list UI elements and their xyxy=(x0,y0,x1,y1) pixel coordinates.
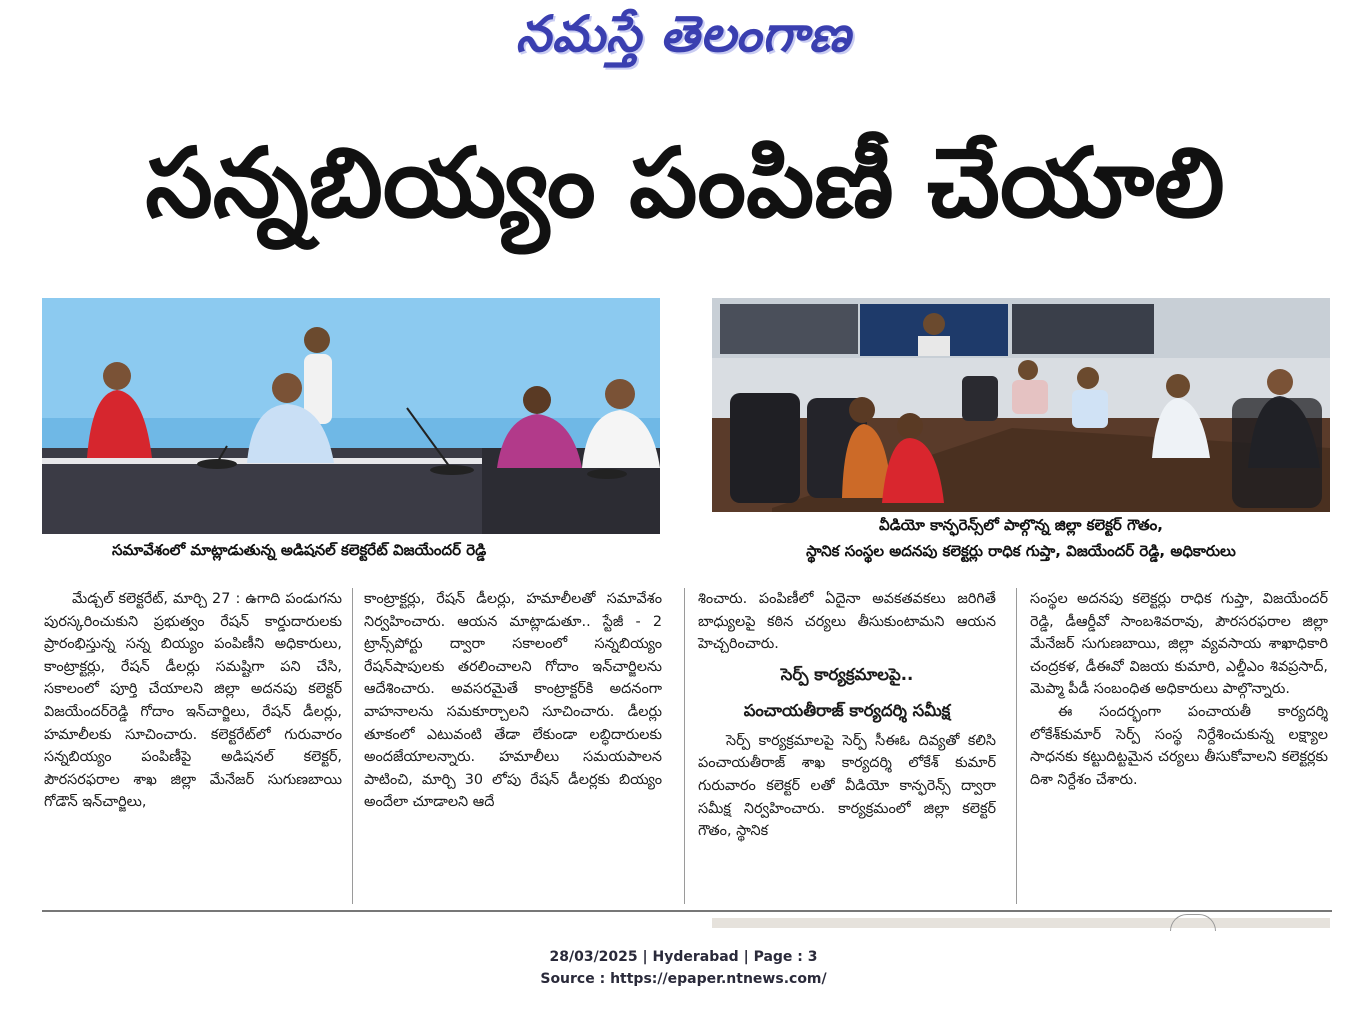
article-headline: సన్నబియ్యం పంపిణీ చేయాలి xyxy=(145,127,1225,239)
footer-source-link[interactable]: Source : https://epaper.ntnews.com/ xyxy=(540,971,827,987)
masthead-title: నమస్తే తెలంగాణ xyxy=(515,4,852,63)
page-footer xyxy=(0,946,1367,990)
next-article-strip xyxy=(712,918,1330,928)
article-column-3 xyxy=(698,588,996,843)
article-paragraph: సెర్ప్ కార్యక్రమాలపై సెర్ప్ సీఈఓ దివ్యతో కలిసి పంచాయతీరాజ్ శాఖ కార్యదర్శి లోకేశ్ కుమార్ గురువారం కలెక్టర్ లతో వీడియో కాన్ఫరెన్స్ ద్వారా సమీక్ష నిర్వహించారు. కార్యక్రమంలో జిల్లా కలెక్టర్ గౌతం, స్థానిక xyxy=(698,732,996,840)
article-paragraph: కాంట్రాక్టర్లు, రేషన్ డీలర్లు, హమాలీలతో సమావేశం నిర్వహించారు. ఆయన మాట్లాడుతూ.. స్టేజీ - 2 ట్రాన్స్‌పోర్టు ద్వారా సకాలంలో సన్నబియ్యం రేషన్‌షాపులకు తరలించాలని గోదాం ఇన్‌చార్జిలను ఆదేశించారు. అవసరమైతే కాంట్రాక్టర్‌కి అదనంగా వాహనాలను సమకూర్చాలని సూచించారు. డీలర్లు తూకంలో ఎటువంటి తేడా లేకుండా లబ్ధిదారులకు అందజేయాలన్నారు. హమాలీలు సమయపాలన పాటించి, మార్చి 30 లోపు రేషన్ డీలర్లకు బియ్యం అందేలా చూడాలని ఆదే xyxy=(364,591,662,811)
caption-line-1: వీడియో కాన్ఫరెన్స్‌లో పాల్గొన్న జిల్లా కలెక్టర్ గౌతం, xyxy=(879,516,1163,534)
article-paragraph: శించారు. పంపిణీలో ఏదైనా అవకతవకలు జరిగితే బాధ్యులపై కఠిన చర్యలు తీసుకుంటామని ఆయన హెచ్చరించారు. xyxy=(698,591,996,653)
article-paragraph: మేడ్చల్ కలెక్టరేట్, మార్చి 27 : ఉగాది పండుగను పురస్కరించుకుని ప్రభుత్వం రేషన్ కార్డుదారులకు ప్రారంభిస్తున్న సన్న బియ్యం పంపిణీని అధికారులు, కాంట్రాక్టర్లు, రేషన్ డీలర్లు సమష్టిగా పని చేసి, సకాలంలో పూర్తి చేయాలని జిల్లా అదనపు కలెక్టర్ విజయేందర్‌రెడ్డి గోదాం ఇన్‌చార్జిలు, రేషన్ డీలర్లు, హమాలీలకు సూచించారు. కలెక్టరేట్‌లో గురువారం సన్నబియ్యం పంపిణీపై అడిషనల్ కలెక్టర్, పౌరసరఫరాల శాఖ జిల్లా మేనేజర్ సుగుణబాయి గోడౌన్ ఇన్‌చార్జిలు, xyxy=(44,591,342,811)
meeting-photo xyxy=(42,298,660,534)
subheading-2: పంచాయతీరాజ్ కార్యదర్శి సమీక్ష xyxy=(743,700,951,720)
column-divider xyxy=(1016,588,1017,904)
subheading-1: సెర్ప్ కార్యక్రమాలపై.. xyxy=(780,664,914,684)
next-article-seal xyxy=(1170,914,1216,931)
article-paragraph: సంస్థల అదనపు కలెక్టర్లు రాధిక గుప్తా, విజయేందర్ రెడ్డి, డీఆర్డీవో సాంబశివరావు, పౌరసరఫరాల జిల్లా మేనేజర్ సుగుణబాయి, జిల్లా వ్యవసాయ శాఖాధికారి చంద్రకళ, డీఈవో విజయ కుమారి, ఎల్డీఎం శివప్రసాద్, మెప్మా పీడీ సంబంధిత అధికారులు పాల్గొన్నారు. xyxy=(1030,591,1328,698)
column-divider xyxy=(352,588,353,904)
article-body xyxy=(44,588,1334,904)
article-column-4 xyxy=(1030,588,1328,791)
article-paragraph: ఈ సందర్భంగా పంచాయతీ కార్యదర్శి లోకేశ్‌కుమార్ సెర్ప్ సంస్థ నిర్దేశించుకున్న లక్ష్యాల సాధనకు కట్టుదిట్టమైన చర్యలు తీసుకోవాలని కలెక్టర్లకు దిశా నిర్దేశం చేశారు. xyxy=(1030,703,1328,788)
article-column-2 xyxy=(364,588,662,814)
masthead-logo xyxy=(0,4,1367,76)
bottom-rule xyxy=(42,910,1332,912)
caption-line-2: స్థానిక సంస్థల అదనపు కలెక్టర్లు రాధిక గుప్తా, విజయేందర్ రెడ్డి, అధికారులు xyxy=(806,542,1236,560)
video-conference-photo xyxy=(712,298,1330,512)
column-divider xyxy=(684,588,685,904)
video-conference-photo-caption xyxy=(712,512,1330,564)
meeting-photo-caption: సమావేశంలో మాట్లాడుతున్న అడిషనల్ కలెక్టరేట్ విజయేందర్ రెడ్డి xyxy=(112,541,487,559)
footer-date-edition: 28/03/2025 | Hyderabad | Page : 3 xyxy=(549,949,818,965)
article-column-1 xyxy=(44,588,342,814)
